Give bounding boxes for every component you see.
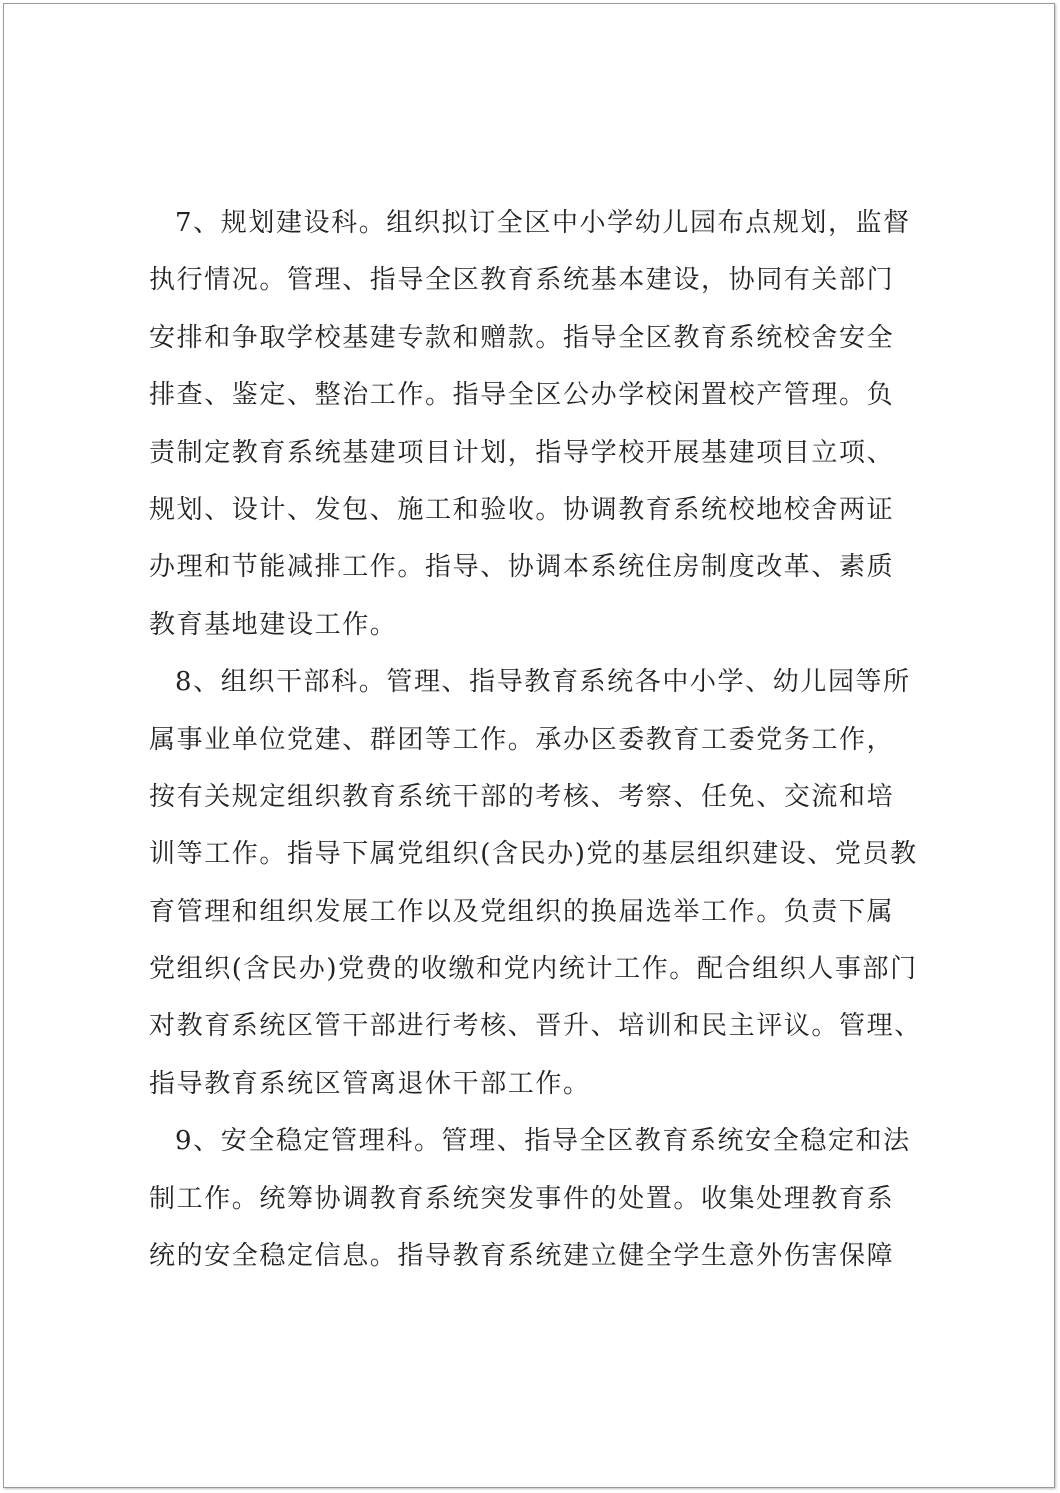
text-line: 训等工作。指导下属党组织(含民办)党的基层组织建设、党员教 — [149, 839, 918, 870]
text-line: 9、安全稳定管理科。管理、指导全区教育系统安全稳定和法 — [175, 1126, 911, 1157]
text-line: 按有关规定组织教育系统干部的考核、考察、任免、交流和培 — [149, 781, 895, 812]
text-line: 7、规划建设科。组织拟订全区中小学幼儿园布点规划，监督 — [175, 208, 911, 238]
document-body — [149, 200, 949, 1290]
text-line: 制工作。统筹协调教育系统突发事件的处置。收集处理教育系 — [149, 1183, 895, 1214]
text-line: 教育基地建设工作。 — [149, 609, 398, 640]
text-line: 对教育系统区管干部进行考核、晋升、培训和民主评议。管理、 — [149, 1011, 922, 1042]
text-line: 责制定教育系统基建项目计划，指导学校开展基建项目立项、 — [149, 437, 895, 468]
text-line: 执行情况。管理、指导全区教育系统基本建设，协同有关部门 — [149, 265, 895, 296]
text-line: 规划、设计、发包、施工和验收。协调教育系统校地校舍两证 — [149, 494, 895, 525]
page — [3, 3, 1055, 1488]
text-line: 安排和争取学校基建专款和赠款。指导全区教育系统校舍安全 — [149, 322, 895, 353]
text-line: 育管理和组织发展工作以及党组织的换届选举工作。负责下属 — [149, 896, 895, 927]
paragraph-safety-stability — [149, 1118, 949, 1290]
text-line: 办理和节能减排工作。指导、协调本系统住房制度改革、素质 — [149, 552, 895, 583]
text-line: 党组织(含民办)党费的收缴和党内统计工作。配合组织人事部门 — [149, 954, 918, 985]
paragraph-organization-cadre — [149, 659, 949, 1118]
text-line: 8、组织干部科。管理、指导教育系统各中小学、幼儿园等所 — [175, 667, 911, 698]
text-line: 统的安全稳定信息。指导教育系统建立健全学生意外伤害保障 — [149, 1241, 895, 1272]
text-line: 排查、鉴定、整治工作。指导全区公办学校闲置校产管理。负 — [149, 380, 895, 411]
paragraph-planning-construction — [149, 200, 949, 659]
text-line: 指导教育系统区管离退休干部工作。 — [149, 1068, 591, 1099]
text-line: 属事业单位党建、群团等工作。承办区委教育工委党务工作， — [149, 724, 895, 755]
